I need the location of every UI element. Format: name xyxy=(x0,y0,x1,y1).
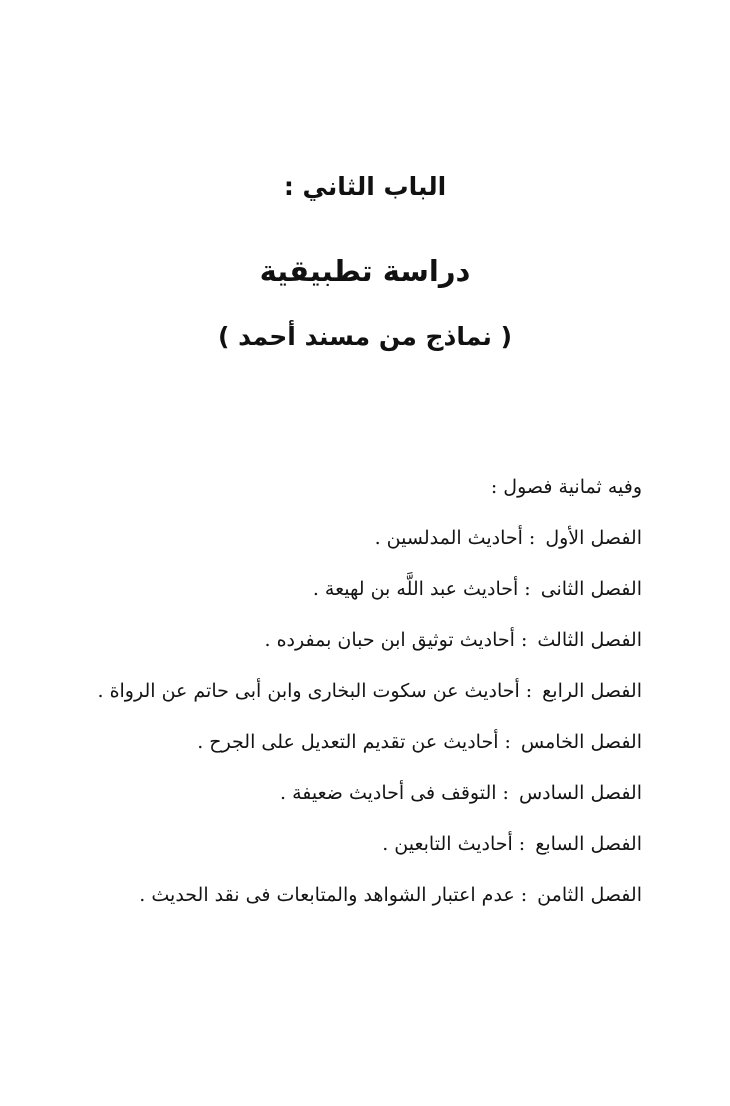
chapter-label: الفصل الثانى xyxy=(540,578,642,600)
chapter-item xyxy=(42,780,642,831)
chapter-label: الفصل السابع xyxy=(535,833,642,855)
chapter-item xyxy=(42,729,642,780)
chapter-separator: : xyxy=(520,884,528,906)
chapter-label: الفصل الأول xyxy=(545,527,642,549)
chapter-separator: : xyxy=(502,782,509,804)
chapter-item xyxy=(42,576,642,627)
chapter-item xyxy=(42,831,642,882)
subtitle: ( نماذج من مسند أحمد ) xyxy=(217,322,513,351)
chapter-title: أحاديث عن تقديم التعديل على الجرح . xyxy=(197,731,499,753)
chapter-label: الفصل الثامن xyxy=(537,884,642,906)
chapter-title: أحاديث التابعين . xyxy=(382,833,513,855)
chapter-title: عدم اعتبار الشواهد والمتابعات فى نقد الحديث . xyxy=(139,884,515,906)
study-title: دراسة تطبيقية xyxy=(259,254,471,288)
chapter-title: أحاديث عبد اللَّه بن لهيعة . xyxy=(312,578,519,600)
chapter-title: أحاديث المدلسين . xyxy=(374,527,523,549)
chapter-label: الفصل الثالث xyxy=(537,629,642,651)
chapter-title: أحاديث عن سكوت البخارى وابن أبى حاتم عن الرواة . xyxy=(97,680,520,702)
chapter-separator: : xyxy=(528,527,536,549)
chapter-title: التوقف فى أحاديث ضعيفة . xyxy=(280,782,497,804)
chapter-item xyxy=(42,882,642,933)
intro-line: وفيه ثمانية فصول : xyxy=(490,476,642,498)
chapter-separator: : xyxy=(518,833,526,855)
chapter-label: الفصل الخامس xyxy=(520,731,642,753)
chapter-item xyxy=(42,678,642,729)
chapter-list xyxy=(42,474,642,933)
chapter-separator: : xyxy=(520,629,528,651)
chapter-item xyxy=(42,627,642,678)
chapter-separator: : xyxy=(504,731,511,753)
chapter-label: الفصل الرابع xyxy=(542,680,642,702)
chapter-separator: : xyxy=(525,680,533,702)
chapter-label: الفصل السادس xyxy=(518,782,642,804)
chapter-title: أحاديث توثيق ابن حبان بمفرده . xyxy=(264,629,515,651)
chapter-separator: : xyxy=(524,578,531,600)
part-title: الباب الثاني : xyxy=(283,172,447,201)
chapter-item xyxy=(42,525,642,576)
